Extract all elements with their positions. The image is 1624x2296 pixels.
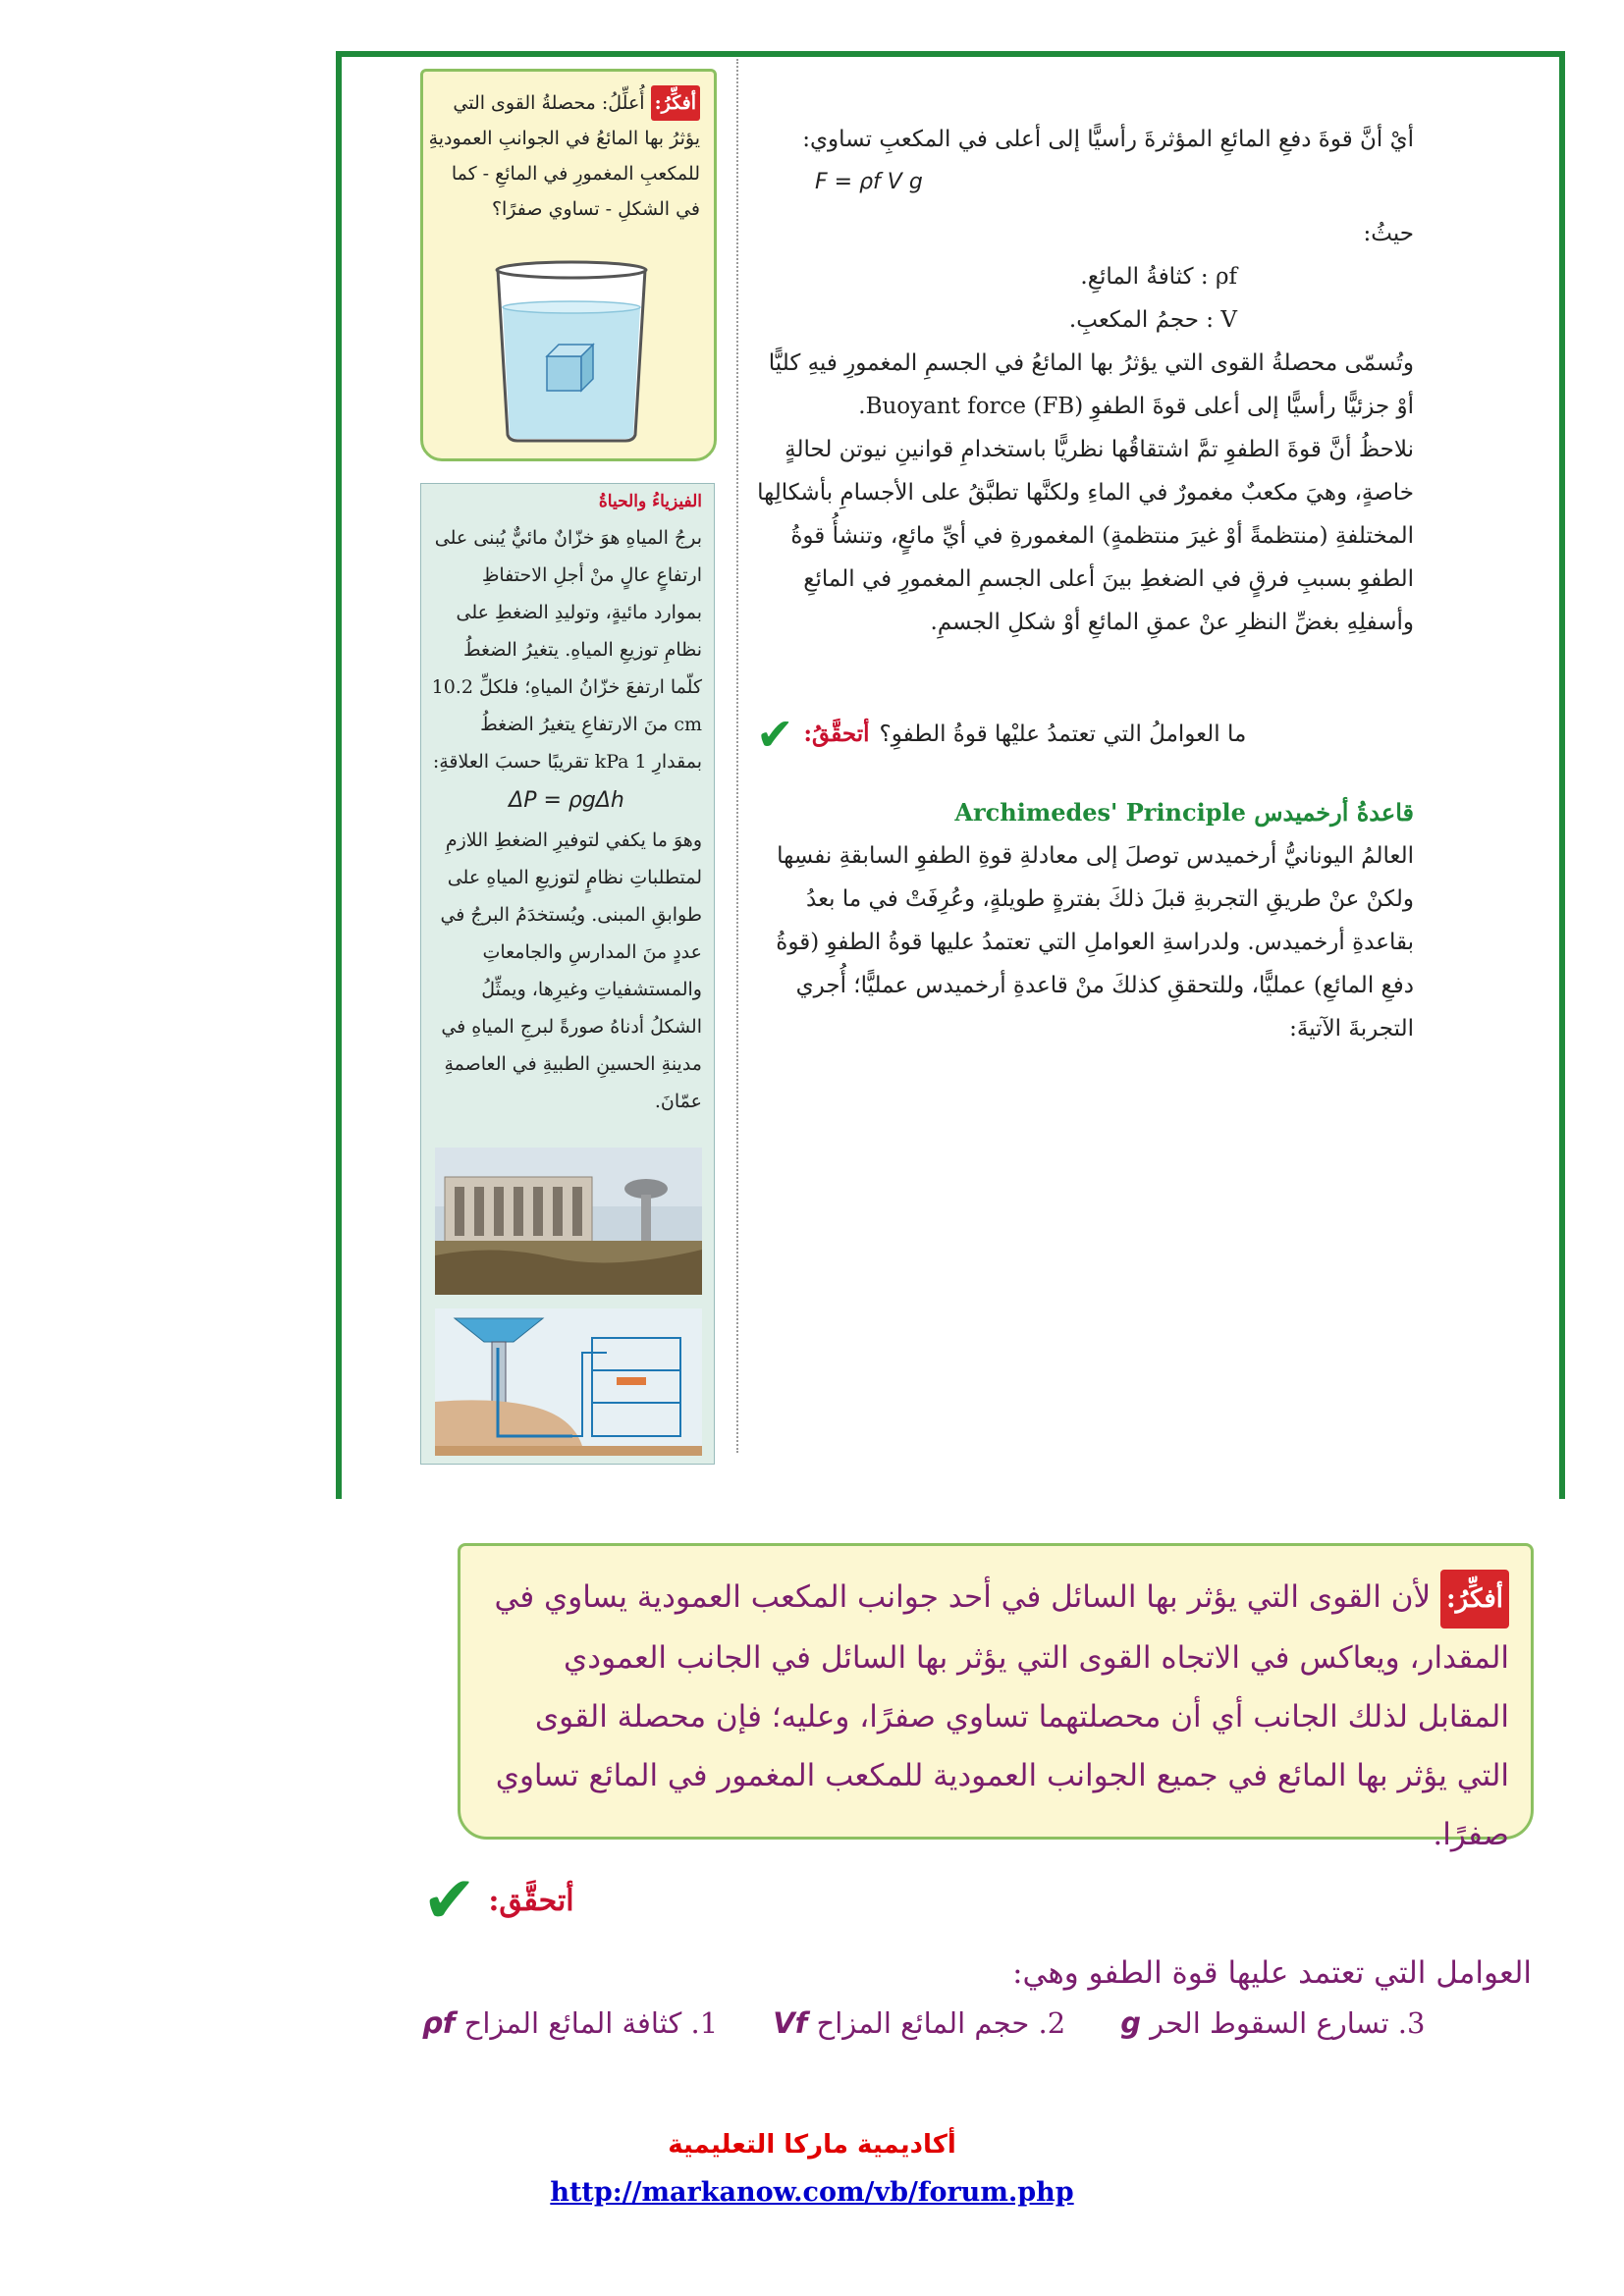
- footer-academy-name: أكاديمية ماركا التعليمية: [668, 2130, 956, 2160]
- checkmark-icon: ✔: [422, 1862, 477, 1938]
- physics-and-life-box: [420, 483, 715, 1465]
- check-answer-header: [422, 1862, 1532, 1938]
- think-text: أُعلِّلُ: محصلةُ القوى التي يؤثرُ بها المائعُ في الجوانبِ العموديةِ للمكعبِ المغمورِ في المائعِ - كما في الشكلِ - تساوي صفرًا؟: [428, 92, 700, 220]
- cube-icon: [547, 345, 593, 391]
- paragraph-buoyant-definition: وتُسمّى محصلةُ القوى التي يؤثرُ بها المائعُ في الجسمِ المغمورِ فيهِ كليًّا أوْ جزئيًّا رأسيًّا إلى أعلى قوةَ الطفوِ Buoyant force (FB).: [768, 350, 1414, 419]
- factor-item: 2. حجم المائع المزاح Vf: [773, 2006, 1066, 2040]
- factor-item: 3. تسارع السقوط الحر g: [1120, 2006, 1426, 2040]
- answer-think-box: [458, 1543, 1534, 1852]
- paragraph-archimedes: العالمُ اليونانيُّ أرخميدس توصلَ إلى معادلةِ قوةِ الطفوِ السابقةِ نفسِها ولكنْ عنْ طريقِ التجربةِ قبلَ ذلكَ بفترةٍ طويلةٍ، وعُرِفَتْ في ما بعدُ بقاعدةِ أرخميدس. ولدراسةِ العواملِ التي تعتمدُ عليها قوةُ الطفوِ (قوةُ دفعِ المائعِ) عمليًّا، وللتحققِ كذلكَ منْ قاعدةِ أرخميدس عمليًّا؛ أُجري التجربةَ الآتيةَ:: [776, 843, 1414, 1041]
- water-tower-photo: [435, 1148, 702, 1295]
- think-tag: أفكِّرُ:: [651, 85, 700, 121]
- check-answer-title: أتحقَّق:: [488, 1883, 574, 1918]
- think-question: [425, 85, 700, 227]
- definition-volume: V : حجمُ المكعبِ.: [1068, 307, 1237, 333]
- buoyant-formula: F = ρf V g: [815, 170, 923, 194]
- factors-list: [422, 2006, 1532, 2040]
- factor-symbol: Vf: [773, 2006, 808, 2040]
- think-box: [420, 69, 717, 461]
- check-answer-section: [422, 1862, 1532, 2040]
- main-text-column: [756, 118, 1414, 1050]
- archimedes-heading: قاعدةُ أرخميدس Archimedes' Principle: [954, 798, 1414, 827]
- definition-density: ρf : كثافةُ المائعِ.: [1080, 264, 1237, 290]
- factor-symbol: ρf: [422, 2006, 456, 2040]
- paragraph-buoyant-equals: أيْ أنَّ قوةَ دفعِ المائعِ المؤثرةَ رأسيًّا إلى أعلى في المكعبِ تساوي:: [802, 127, 1414, 152]
- factor-item: 1. كثافة المائع المزاح ρf: [422, 2006, 719, 2040]
- column-divider: [736, 59, 738, 1453]
- answer-text: لأن القوى التي يؤثر بها السائل في أحد جوانب المكعب العمودية يساوي في المقدار، ويعاكس في الاتجاه القوى التي يؤثر بها السائل في الجانب العمودي المقابل لذلك الجانب أي أن محصلتهما تساوي صفرًا، وعليه؛ فإن محصلة القوى التي يؤثر بها المائع في جميع الجوانب العمودية للمكعب المغمور في المائع تساوي صفرًا.: [494, 1579, 1509, 1852]
- pressure-formula: ΔP = ρgΔh: [509, 788, 624, 813]
- check-question-row: [756, 708, 1414, 761]
- life-text-part2: وهوَ ما يكفي لتوفيرِ الضغطِ اللازمِ لمتطلباتِ نظامٍ لتوزيعِ المياهِ على طوابقِ المبنى. ويُستخدَمُ البرجُ في عددٍ منَ المدارسِ والجامعاتِ والمستشفياتِ وغيرِها، ويمثِّلُ الشكلُ أدناهُ صورةً لبرجِ المياهِ في مدينةِ الحسينِ الطبيةِ في العاصمةِ عمّانَ.: [440, 829, 702, 1112]
- check-label: أتحقَّقُ:: [803, 721, 870, 747]
- footer-forum-link[interactable]: http://markanow.com/vb/forum.php: [550, 2177, 1074, 2208]
- water-tower-diagram: [435, 1308, 702, 1456]
- life-box-text: [431, 519, 702, 1120]
- life-box-title: الفيزياءُ والحياةُ: [598, 492, 702, 511]
- beaker-cube-figure: [488, 258, 655, 445]
- answer-tag: أفكِّرُ:: [1440, 1570, 1509, 1629]
- where-label: حيثُ:: [1363, 221, 1414, 246]
- paragraph-notice: نلاحظُ أنَّ قوةَ الطفوِ تمَّ اشتقاقُها نظريًّا باستخدامِ قوانينِ نيوتن لحالةٍ خاصةٍ، وهيَ مكعبٌ مغمورٌ في الماءِ ولكنَّها تطبَّقُ على الأجسامِ بأشكالِها المختلفةِ (منتظمةً أوْ غيرَ منتظمةٍ) المغمورةِ في أيِّ مائعٍ، وتنشأُ قوةُ الطفوِ بسببِ فرقٍ في الضغطِ بينَ أعلى الجسمِ المغمورِ في المائعِ وأسفلِهِ بغضِّ النظرِ عنْ عمقِ المائعِ أوْ شكلِ الجسمِ.: [757, 437, 1414, 635]
- answer-text-block: [488, 1568, 1509, 1864]
- factor-symbol: g: [1120, 2006, 1141, 2040]
- life-text-part1: برجُ المياهِ هوَ خزّانٌ مائيٌّ يُبنى على ارتفاعٍ عالٍ منْ أجلِ الاحتفاظِ بموارد مائيةٍ، وتوليدِ الضغطِ على نظامِ توزيعِ المياهِ. يتغيرُ الضغطُ كلّما ارتفعَ خزّانُ المياهِ؛ فلكلِّ 10.2 cm منَ الارتفاعِ يتغيرُ الضغطُ بمقدارِ 1 kPa تقريبًا حسبَ العلاقةِ:: [431, 527, 702, 773]
- checkmark-icon: ✔: [756, 708, 794, 761]
- factors-intro: العوامل التي تعتمد عليها قوة الطفو وهي:: [1012, 1955, 1532, 1991]
- check-question: ما العواملُ التي تعتمدُ عليْها قوةُ الطفوِ؟: [879, 721, 1247, 747]
